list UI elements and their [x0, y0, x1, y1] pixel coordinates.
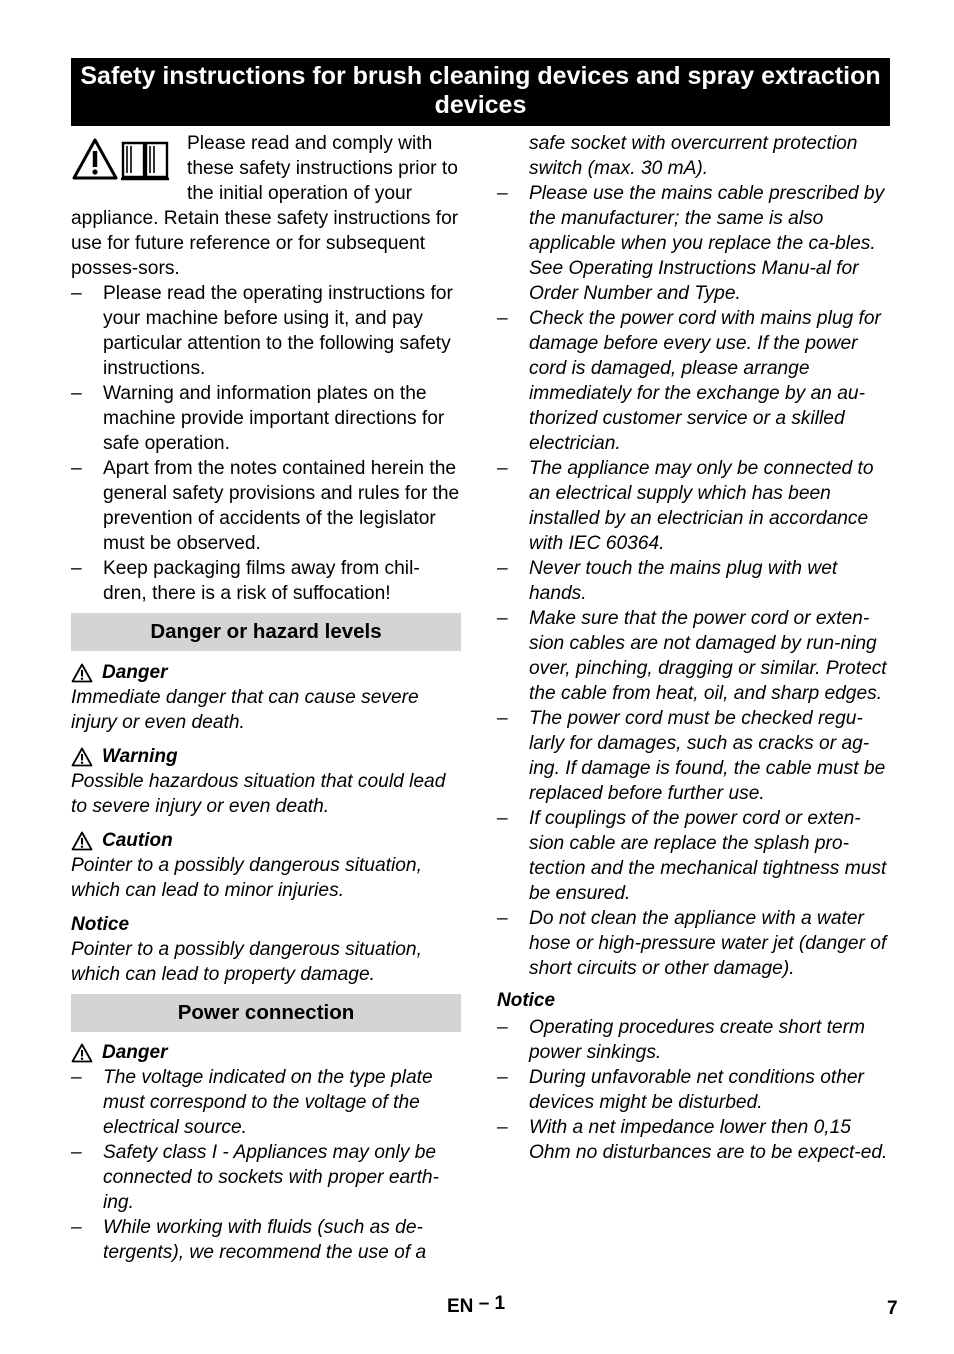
bullet-dash: –: [71, 1142, 82, 1163]
list-item-text: If couplings of the power cord or exten-sion cable are replace the splash pro-tection and the mechanical tightness must be ensured.: [529, 808, 887, 904]
hazard-levels-heading: Danger or hazard levels: [71, 613, 461, 651]
left-column: [71, 131, 461, 1265]
list-item-text: safe socket with overcurrent protection switch (max. 30 mA).: [529, 133, 858, 179]
bullet-dash: –: [71, 283, 82, 304]
warning-triangle-icon: [71, 1043, 93, 1063]
power-danger-heading: [71, 1040, 461, 1065]
footer-language: EN: [447, 1296, 474, 1317]
right-column: [497, 131, 889, 1165]
danger-label: Danger: [102, 662, 168, 683]
power-connection-heading: Power connection: [71, 994, 461, 1032]
caution-description: Pointer to a possibly dangerous situation, which can lead to minor injuries.: [71, 855, 422, 901]
warning-triangle-icon: [71, 831, 93, 851]
intro-text: Please read and comply with these safety instructions prior to the initial operation of your appliance. Retain these safety instructions for use for future reference or for subsequent posses-sors.: [71, 133, 459, 279]
bullet-dash: –: [71, 558, 82, 579]
bullet-dash: –: [497, 908, 508, 929]
list-item: [497, 806, 889, 906]
list-item-text: Keep packaging films away from chil-dren, there is a risk of suffocation!: [103, 558, 420, 604]
bullet-dash: –: [497, 1017, 508, 1038]
bullet-dash: –: [71, 1067, 82, 1088]
list-item-text: The voltage indicated on the type plate must correspond to the voltage of the electrical source.: [103, 1067, 433, 1138]
bullet-dash: –: [497, 708, 508, 729]
list-item-text: During unfavorable net conditions other devices might be disturbed.: [529, 1067, 864, 1113]
list-item: [497, 1115, 889, 1165]
list-item-text: Please read the operating instructions for your machine before using it, and pay particular attention to the following safety instructions.: [103, 283, 453, 379]
list-item-text: Never touch the mains plug with wet hands.: [529, 558, 838, 604]
caution-level-heading: [71, 828, 461, 853]
list-item: [497, 706, 889, 806]
power-notice-heading: [497, 988, 889, 1013]
warning-triangle-icon: [71, 663, 93, 683]
bullet-dash: –: [497, 558, 508, 579]
list-item-text: Apart from the notes contained herein the general safety provisions and rules for the prevention of accidents of the legislator must be observed.: [103, 458, 460, 554]
list-item-text: While working with fluids (such as de-tergents), we recommend the use of a: [103, 1217, 427, 1263]
danger-description: Immediate danger that can cause severe injury or even death.: [71, 687, 419, 733]
bullet-dash: –: [497, 1117, 508, 1138]
list-item: [71, 1065, 461, 1140]
list-item-continued: [497, 131, 889, 181]
list-item: [497, 1015, 889, 1065]
list-item: [497, 556, 889, 606]
power-list-left: [71, 1065, 461, 1265]
footer-section-marker: [447, 1293, 506, 1318]
list-item: [497, 1065, 889, 1115]
bullet-dash: –: [497, 308, 508, 329]
warning-description: Possible hazardous situation that could lead to severe injury or even death.: [71, 771, 446, 817]
bullet-dash: –: [497, 608, 508, 629]
bullet-dash: –: [71, 458, 82, 479]
list-item-text: Make sure that the power cord or exten-sion cables are not damaged by run-ning over, pinching, dragging or similar. Protect the cable from heat, oil, and sharp edges.: [529, 608, 887, 704]
bullet-dash: –: [497, 458, 508, 479]
page-title-text: Safety instructions for brush cleaning devices and spray extraction devices: [80, 62, 881, 119]
list-item-text: Operating procedures create short term power sinkings.: [529, 1017, 865, 1063]
list-item: [71, 556, 461, 606]
bullet-dash: –: [497, 808, 508, 829]
list-item: [71, 1140, 461, 1215]
list-item-text: Warning and information plates on the machine provide important directions for safe operation.: [103, 383, 445, 454]
list-item: [71, 1215, 461, 1265]
bullet-dash: –: [497, 183, 508, 204]
warning-triangle-icon: [71, 137, 119, 181]
manual-book-icon: [119, 137, 171, 181]
list-item: [71, 281, 461, 381]
page-number: 7: [887, 1298, 898, 1319]
warning-level-heading: [71, 744, 461, 769]
caution-label: Caution: [102, 830, 173, 851]
footer-section-number: – 1: [478, 1293, 506, 1314]
notice-level-heading: [71, 912, 461, 937]
list-item: [497, 906, 889, 981]
list-item: [497, 181, 889, 306]
list-item-text: The power cord must be checked regu-larly for damages, such as cracks or ag-ing. If damage is found, the cable must be replaced before further use.: [529, 708, 886, 804]
notice-label: Notice: [71, 914, 130, 935]
page-title: [71, 58, 890, 126]
bullet-dash: –: [71, 1217, 82, 1238]
list-item-text: The appliance may only be connected to an electrical supply which has been installed by an electrician in accordance with IEC 60364.: [529, 458, 874, 554]
power-list-right: [497, 131, 889, 981]
list-item-text: Safety class I - Appliances may only be connected to sockets with proper earth-ing.: [103, 1142, 439, 1213]
warning-triangle-icon: [71, 747, 93, 767]
list-item: [497, 606, 889, 706]
notice-description: Pointer to a possibly dangerous situation, which can lead to property damage.: [71, 939, 422, 985]
intro-block: [71, 131, 461, 281]
power-notice-label: Notice: [497, 990, 556, 1011]
bullet-dash: –: [497, 1067, 508, 1088]
list-item: [497, 456, 889, 556]
list-item-text: Please use the mains cable prescribed by the manufacturer; the same is also applicable when you replace the ca-bles. See Operating Instructions Manu-al for Order Number and Type.: [529, 183, 885, 304]
list-item: [71, 456, 461, 556]
list-item: [497, 306, 889, 456]
danger-level-heading: [71, 660, 461, 685]
warning-label: Warning: [102, 746, 178, 767]
power-notice-list: [497, 1015, 889, 1165]
power-danger-label: Danger: [102, 1042, 168, 1063]
intro-icons: [71, 137, 177, 189]
list-item: [71, 381, 461, 456]
bullet-dash: –: [71, 383, 82, 404]
list-item-text: Check the power cord with mains plug for damage before every use. If the power cord is damaged, please arrange immediately for the exchange by an au-thorized customer service or a skilled electrician.: [529, 308, 881, 454]
list-item-text: Do not clean the appliance with a water hose or high-pressure water jet (danger of short circuits or other damage).: [529, 908, 887, 979]
list-item-text: With a net impedance lower then 0,15 Ohm no disturbances are to be expect-ed.: [529, 1117, 888, 1163]
general-safety-list: [71, 281, 461, 606]
